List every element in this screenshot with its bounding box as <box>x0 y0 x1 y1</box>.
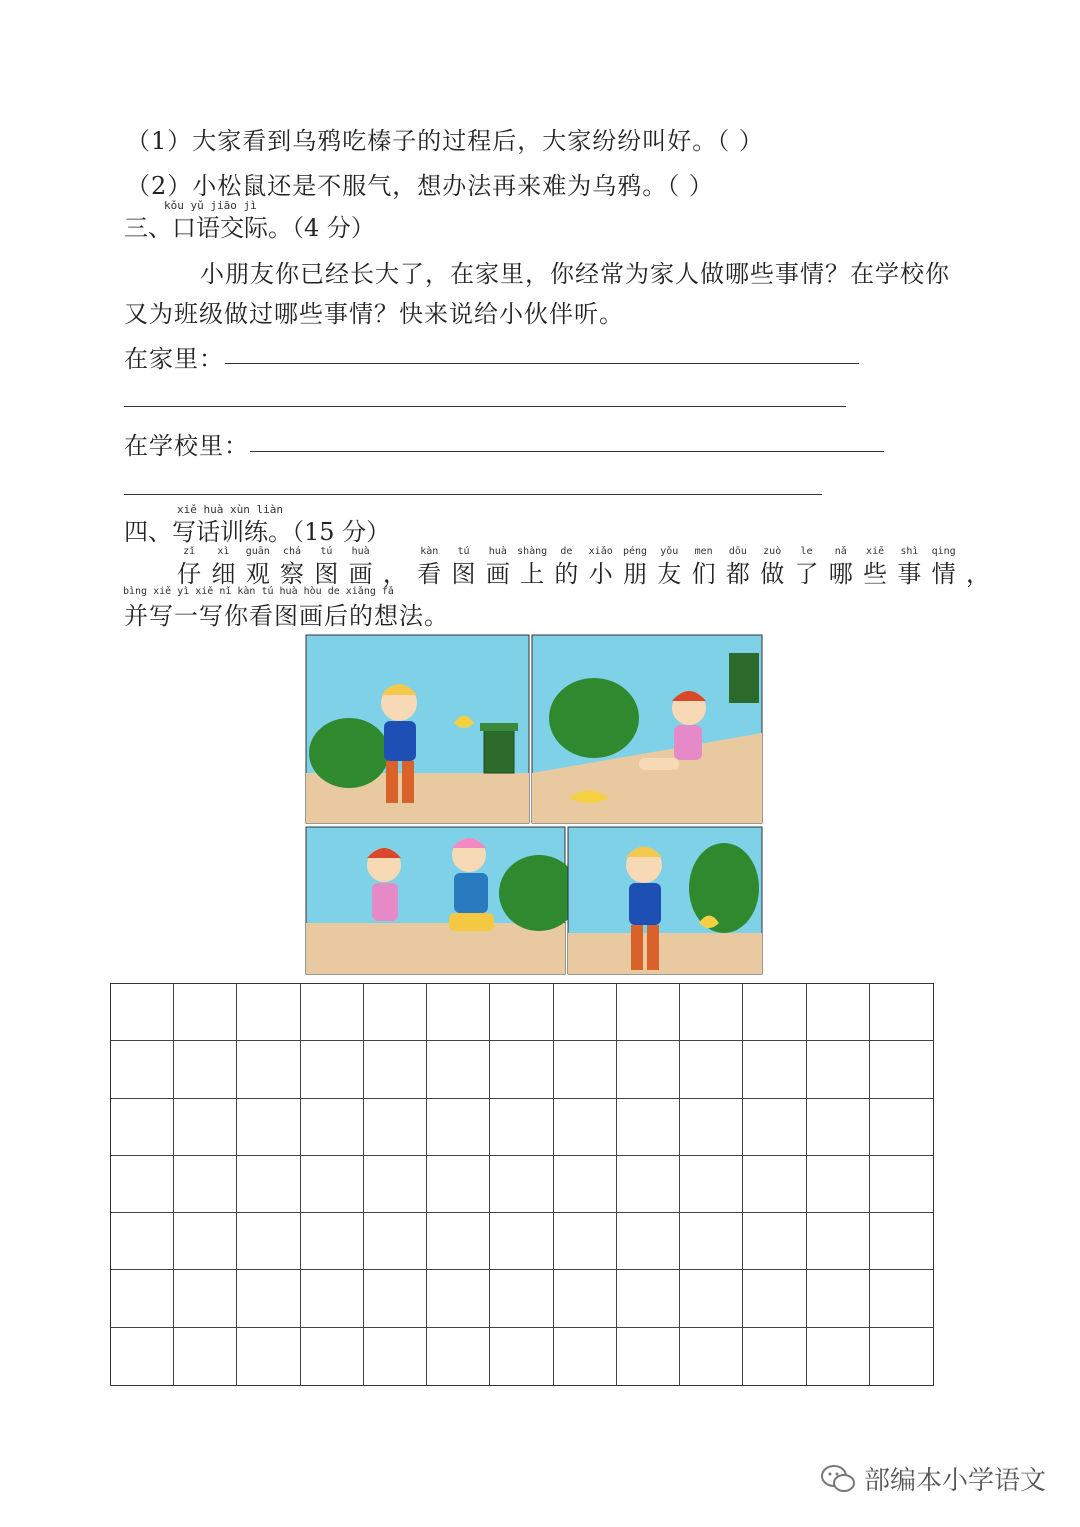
question-1: （1）大家看到乌鸦吃榛子的过程后，大家纷纷叫好。（ ） <box>126 127 764 155</box>
watermark <box>820 1460 1046 1497</box>
grid-cell[interactable] <box>174 1041 237 1098</box>
section3-pinyin: kǒu yǔ jiāo jì <box>164 199 257 212</box>
ruby-hanzi: 仔 <box>177 560 202 588</box>
panel-1 <box>306 635 529 823</box>
grid-cell[interactable] <box>490 1328 553 1385</box>
ruby-char <box>755 545 789 589</box>
grid-cell[interactable] <box>301 1270 364 1327</box>
grid-cell[interactable] <box>237 1099 300 1156</box>
ruby-char <box>824 545 858 589</box>
grid-cell[interactable] <box>617 1099 680 1156</box>
ruby-pinyin: xiǎo <box>588 546 613 557</box>
ruby-hanzi: 朋 <box>623 560 647 588</box>
grid-cell[interactable] <box>174 1213 237 1270</box>
grid-cell[interactable] <box>237 1156 300 1213</box>
ruby-hanzi: 事 <box>897 560 922 588</box>
ruby-char <box>378 545 412 589</box>
grid-cell[interactable] <box>870 984 933 1041</box>
home-label: 在家里： <box>124 345 224 373</box>
section4-line2-pinyin: bìng xiě yì xiě nǐ kàn tú huà hòu de xiǎng fǎ <box>123 586 394 597</box>
ruby-pinyin: qing <box>931 546 956 557</box>
grid-cell[interactable] <box>427 1328 490 1385</box>
ruby-pinyin: de <box>560 546 573 557</box>
grid-cell[interactable] <box>301 1213 364 1270</box>
ruby-pinyin: dōu <box>728 546 747 557</box>
grid-cell[interactable] <box>617 1156 680 1213</box>
grid-cell[interactable] <box>807 1270 870 1327</box>
ruby-pinyin: shàng <box>517 546 548 557</box>
grid-cell[interactable] <box>870 1099 933 1156</box>
home-answer-line-1[interactable] <box>225 363 859 364</box>
ruby-pinyin: kàn <box>420 546 439 557</box>
grid-cell[interactable] <box>680 1099 743 1156</box>
ruby-char <box>206 545 240 589</box>
grid-cell[interactable] <box>364 1213 427 1270</box>
grid-cell[interactable] <box>743 1213 806 1270</box>
grid-cell[interactable] <box>427 1041 490 1098</box>
grid-cell[interactable] <box>680 1270 743 1327</box>
grid-cell[interactable] <box>807 1041 870 1098</box>
grid-cell[interactable] <box>743 984 806 1041</box>
ruby-pinyin: men <box>694 546 713 557</box>
ruby-char <box>515 545 549 589</box>
ruby-pinyin: xì <box>217 546 230 557</box>
grid-cell[interactable] <box>301 1156 364 1213</box>
grid-cell[interactable] <box>237 1213 300 1270</box>
grid-cell[interactable] <box>174 1156 237 1213</box>
grid-cell[interactable] <box>174 1328 237 1385</box>
ruby-pinyin: zǐ <box>183 546 196 557</box>
grid-cell[interactable] <box>364 1270 427 1327</box>
ruby-char <box>172 545 206 589</box>
grid-cell[interactable] <box>680 984 743 1041</box>
ruby-hanzi: 图 <box>451 560 476 588</box>
question-2: （2）小松鼠还是不服气，想办法再来难为乌鸦。（ ） <box>126 172 714 200</box>
ruby-hanzi: 画 <box>348 560 373 588</box>
grid-cell[interactable] <box>554 984 617 1041</box>
school-answer-line-1[interactable] <box>250 451 884 452</box>
grid-cell[interactable] <box>743 1328 806 1385</box>
grid-cell[interactable] <box>617 984 680 1041</box>
ruby-char <box>481 545 515 589</box>
grid-cell[interactable] <box>111 1328 174 1385</box>
grid-cell[interactable] <box>364 1041 427 1098</box>
grid-cell[interactable] <box>870 1041 933 1098</box>
ruby-pinyin: le <box>800 546 813 557</box>
grid-cell[interactable] <box>174 984 237 1041</box>
grid-cell[interactable] <box>743 1041 806 1098</box>
section4-instruction-line1 <box>172 545 995 589</box>
ruby-hanzi: 细 <box>211 560 236 588</box>
grid-cell[interactable] <box>237 1328 300 1385</box>
ruby-pinyin: yǒu <box>660 546 679 557</box>
grid-cell[interactable] <box>870 1156 933 1213</box>
grid-cell[interactable] <box>807 1099 870 1156</box>
grid-cell[interactable] <box>743 1270 806 1327</box>
grid-cell[interactable] <box>554 1041 617 1098</box>
ruby-hanzi: 看 <box>417 560 442 588</box>
ruby-hanzi: 图 <box>314 560 339 588</box>
ruby-char <box>549 545 583 589</box>
grid-cell[interactable] <box>680 1156 743 1213</box>
section3-title: 三、口语交际。（4 分） <box>124 214 375 242</box>
grid-cell[interactable] <box>554 1099 617 1156</box>
school-answer-line-2[interactable] <box>124 494 822 495</box>
grid-cell[interactable] <box>680 1213 743 1270</box>
ruby-char <box>858 545 892 589</box>
grid-cell[interactable] <box>807 1213 870 1270</box>
ruby-char <box>412 545 446 589</box>
ruby-char <box>686 545 720 589</box>
ruby-hanzi: 观 <box>245 560 270 588</box>
grid-cell[interactable] <box>743 1099 806 1156</box>
grid-cell[interactable] <box>427 1270 490 1327</box>
ruby-char <box>343 545 377 589</box>
section3-prompt-line1: 小朋友你已经长大了，在家里，你经常为家人做哪些事情？在学校你 <box>200 260 950 288</box>
grid-cell[interactable] <box>490 984 553 1041</box>
wechat-icon <box>820 1464 856 1494</box>
grid-cell[interactable] <box>111 1270 174 1327</box>
grid-cell[interactable] <box>237 1270 300 1327</box>
section3-prompt-line2: 又为班级做过哪些事情？快来说给小伙伴听。 <box>124 300 624 328</box>
ruby-hanzi: 友 <box>657 560 682 588</box>
grid-cell[interactable] <box>364 1328 427 1385</box>
ruby-pinyin: huà <box>488 546 507 557</box>
ruby-pinyin: tú <box>457 546 470 557</box>
ruby-hanzi: 做 <box>760 560 785 588</box>
grid-cell[interactable] <box>617 1270 680 1327</box>
grid-cell[interactable] <box>427 984 490 1041</box>
section4-pinyin: xiě huà xùn liàn <box>177 503 283 516</box>
grid-cell[interactable] <box>617 1213 680 1270</box>
panel-4 <box>568 827 762 974</box>
ruby-char <box>618 545 652 589</box>
ruby-hanzi: 的 <box>554 560 579 588</box>
ruby-hanzi: ， <box>965 560 990 588</box>
grid-cell[interactable] <box>680 1041 743 1098</box>
ruby-hanzi: 些 <box>863 560 888 588</box>
grid-cell[interactable] <box>427 1156 490 1213</box>
grid-cell[interactable] <box>680 1328 743 1385</box>
ruby-hanzi: 画 <box>485 560 510 588</box>
grid-cell[interactable] <box>301 1041 364 1098</box>
grid-cell[interactable] <box>111 1156 174 1213</box>
grid-cell[interactable] <box>617 1328 680 1385</box>
grid-cell[interactable] <box>807 1328 870 1385</box>
comic-picture <box>304 633 764 976</box>
grid-cell[interactable] <box>870 1270 933 1327</box>
grid-cell[interactable] <box>364 1156 427 1213</box>
grid-cell[interactable] <box>870 1328 933 1385</box>
ruby-char <box>789 545 823 589</box>
grid-cell[interactable] <box>301 984 364 1041</box>
grid-cell[interactable] <box>807 1156 870 1213</box>
panel-3 <box>306 827 579 974</box>
grid-cell[interactable] <box>111 1213 174 1270</box>
grid-cell[interactable] <box>490 1270 553 1327</box>
grid-cell[interactable] <box>490 1156 553 1213</box>
ruby-hanzi: 了 <box>794 560 819 588</box>
grid-cell[interactable] <box>364 984 427 1041</box>
writing-grid[interactable] <box>110 983 934 1386</box>
ruby-pinyin: xiē <box>866 546 885 557</box>
ruby-char <box>275 545 309 589</box>
home-answer-line-2[interactable] <box>124 406 846 407</box>
grid-cell[interactable] <box>554 1213 617 1270</box>
grid-cell[interactable] <box>807 984 870 1041</box>
ruby-char <box>652 545 686 589</box>
ruby-char <box>721 545 755 589</box>
ruby-hanzi: 们 <box>691 560 716 588</box>
grid-cell[interactable] <box>490 1213 553 1270</box>
ruby-char <box>584 545 618 589</box>
ruby-char <box>961 545 995 589</box>
section4-instruction-line2: 并写一写你看图画后的想法。 <box>124 602 449 630</box>
school-label: 在学校里： <box>124 432 249 460</box>
ruby-char <box>446 545 480 589</box>
ruby-pinyin: tú <box>320 546 333 557</box>
grid-cell[interactable] <box>617 1041 680 1098</box>
grid-cell[interactable] <box>554 1328 617 1385</box>
grid-cell[interactable] <box>237 984 300 1041</box>
grid-cell[interactable] <box>111 1099 174 1156</box>
grid-cell[interactable] <box>301 1099 364 1156</box>
ruby-pinyin: guān <box>245 546 270 557</box>
ruby-char <box>241 545 275 589</box>
section4-title: 四、写话训练。（15 分） <box>124 518 391 546</box>
ruby-hanzi: 哪 <box>828 560 853 588</box>
ruby-pinyin: nǎ <box>834 546 847 557</box>
grid-cell[interactable] <box>743 1156 806 1213</box>
ruby-pinyin: zuò <box>763 546 782 557</box>
ruby-hanzi: 都 <box>725 560 750 588</box>
ruby-hanzi: 察 <box>280 560 305 588</box>
grid-cell[interactable] <box>174 1099 237 1156</box>
ruby-hanzi: 上 <box>520 560 545 588</box>
grid-cell[interactable] <box>870 1213 933 1270</box>
comic-panels-svg <box>304 633 764 976</box>
ruby-pinyin: chá <box>283 546 302 557</box>
ruby-char <box>892 545 926 589</box>
grid-cell[interactable] <box>427 1099 490 1156</box>
grid-cell[interactable] <box>554 1156 617 1213</box>
ruby-hanzi: 小 <box>588 560 613 588</box>
ruby-char <box>927 545 961 589</box>
panel-2 <box>532 635 762 823</box>
grid-cell[interactable] <box>111 1041 174 1098</box>
grid-cell[interactable] <box>490 1099 553 1156</box>
grid-cell[interactable] <box>364 1099 427 1156</box>
grid-cell[interactable] <box>427 1213 490 1270</box>
grid-cell[interactable] <box>111 984 174 1041</box>
watermark-text: 部编本小学语文 <box>863 1466 1046 1496</box>
grid-cell[interactable] <box>301 1328 364 1385</box>
ruby-pinyin: shì <box>900 546 919 557</box>
grid-cell[interactable] <box>174 1270 237 1327</box>
ruby-hanzi: 情 <box>931 560 956 588</box>
ruby-pinyin: huà <box>351 546 370 557</box>
ruby-hanzi: ， <box>382 560 407 588</box>
grid-cell[interactable] <box>237 1041 300 1098</box>
grid-cell[interactable] <box>490 1041 553 1098</box>
ruby-pinyin: péng <box>622 546 648 557</box>
ruby-char <box>309 545 343 589</box>
grid-cell[interactable] <box>554 1270 617 1327</box>
